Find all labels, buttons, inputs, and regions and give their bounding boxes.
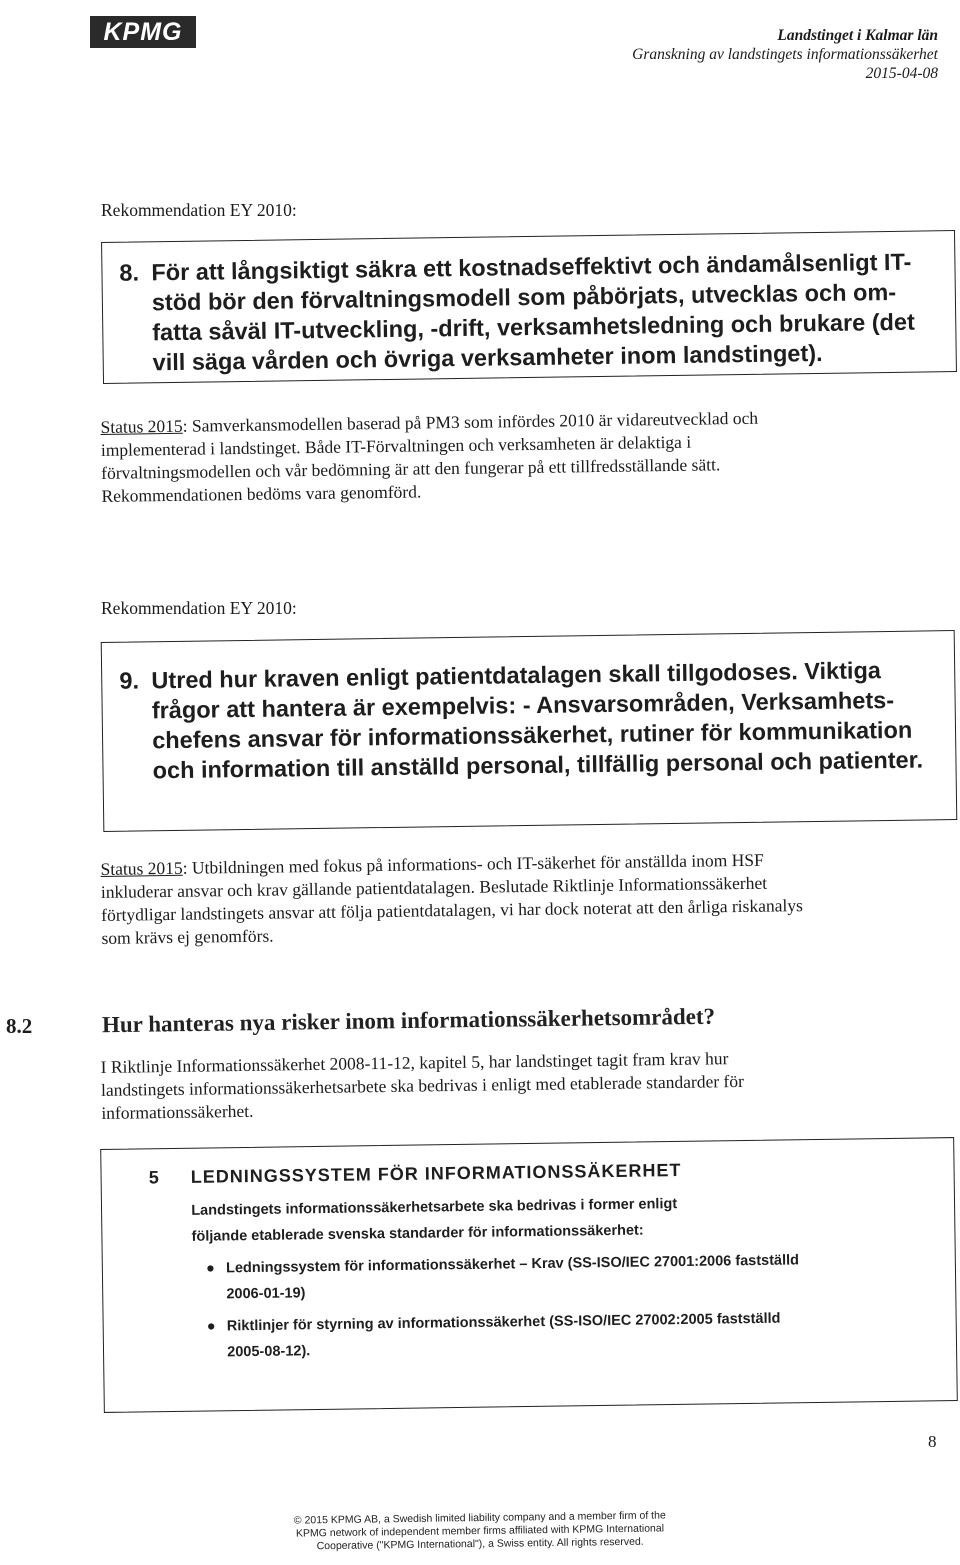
header-date: 2015-04-08: [865, 65, 938, 82]
rec8-number: 8.: [119, 259, 140, 286]
excerpt-intro-line: Landstingets informationssäkerhetsarbete ska bedrivas i former enligt: [191, 1196, 678, 1219]
bullet-line: 2005-08-12).: [227, 1343, 311, 1361]
rec8-status-label: Status 2015: [100, 415, 183, 437]
rec8-line: stöd bör den förvaltningsmodell som påbörjats, utvecklas och om-: [151, 278, 897, 316]
rec9-line: chefens ansvar för informationssäkerhet, rutiner för kommunikation: [152, 716, 913, 754]
page-number: 8: [928, 1432, 937, 1451]
section-body: [101, 1044, 954, 1125]
rec9-status: [100, 846, 953, 950]
bullet-line: Ledningssystem för informationssäkerhet – Krav (SS-ISO/IEC 27001:2006 fastställd: [225, 1252, 800, 1277]
excerpt-bullet: [151, 1304, 932, 1367]
section-title: Hur hanteras nya risker inom informationssäkerhetsområdet?: [101, 1003, 716, 1038]
bullet-line: Riktlinjer för styrning av informationssäkerhet (SS-ISO/IEC 27002:2005 fastställd: [226, 1310, 781, 1335]
rec8-line: För att långsiktigt säkra ett kostnadseffektivt och ändamålsenligt IT-: [151, 248, 912, 286]
rec9-line: frågor att hantera är exempelvis: - Ansvarsområden, Verksamhets-: [151, 686, 895, 724]
footer-line: KPMG network of independent member firms affiliated with KPMG International: [295, 1522, 665, 1540]
section-number: 8.2: [6, 1014, 33, 1038]
excerpt-title-text: LEDNINGSSYSTEM FÖR INFORMATIONSSÄKERHET: [190, 1160, 682, 1187]
rec9-line: och information till anställd personal, tillfällig personal och patienter.: [152, 746, 924, 784]
rec9-status-line: som krävs ej genomförs.: [101, 925, 274, 948]
rec8-status-line: förvaltningsmodellen och vår bedömning är att den fungerar på ett tillfredsställande sätt.: [101, 454, 721, 483]
section-body-line: landstingets informationssäkerhetsarbete ska bedrivas i enligt med etablerade standarder för: [100, 1070, 745, 1100]
section-body-line: informationssäkerhet.: [101, 1100, 254, 1123]
rec9-status-label: Status 2015: [100, 857, 183, 879]
rec8-text: [119, 246, 951, 378]
rec8-status-line: implementerad i landstinget. Både IT-Förvaltningen och verksamheten är delaktiga i: [100, 431, 692, 460]
rec8-line: vill säga vården och övriga verksamheter inom landstinget).: [152, 339, 823, 376]
bullet-line: 2006-01-19): [226, 1285, 306, 1303]
rec9-status-line: inkluderar ansvar och krav gällande patientdatalagen. Beslutade Riktlinje Informationssäkerhet: [100, 872, 768, 902]
rec8-status-line: : Samverkansmodellen baserad på PM3 som infördes 2010 är vidareutvecklad och: [182, 407, 759, 436]
header-subject: Granskning av landstingets informationssäkerhet: [632, 46, 938, 63]
header-org: Landstinget i Kalmar län: [777, 27, 938, 44]
bullet-dot-icon: ●: [205, 1260, 215, 1277]
bullet-dot-icon: ●: [206, 1318, 216, 1335]
footer-line: Cooperative ("KPMG International"), a Swiss entity. All rights reserved.: [316, 1535, 644, 1553]
excerpt-intro-line: följande etablerade svenska standarder för informationssäkerhet:: [191, 1222, 644, 1245]
kpmg-logo: KPMG: [90, 16, 196, 48]
page-header: [632, 26, 938, 83]
excerpt-bullet: [150, 1246, 931, 1309]
rec8-status: [100, 404, 953, 508]
rec9-number: 9.: [119, 667, 140, 694]
rec9-label: Rekommendation EY 2010:: [101, 598, 297, 618]
rec9-line: Utred hur kraven enligt patientdatalagen skall tillgodoses. Viktiga: [151, 657, 882, 694]
rec9-text: [119, 654, 951, 786]
excerpt-content: [149, 1157, 932, 1367]
section-body-line: I Riktlinje Informationssäkerhet 2008-11-12, kapitel 5, har landstinget tagit fram krav hur: [100, 1048, 729, 1077]
rec8-status-line: Rekommendationen bedöms vara genomförd.: [101, 481, 422, 506]
footer-line: © 2015 KPMG AB, a Swedish limited liability company and a member firm of the: [293, 1509, 666, 1527]
rec9-status-line: : Utbildningen med fokus på informations- och IT-säkerhet för anställda inom HSF: [182, 849, 764, 878]
excerpt-number: 5: [148, 1167, 160, 1188]
rec8-line: fatta såväl IT-utveckling, -drift, verksamhetsledning och brukare (det: [152, 308, 916, 346]
rec8-label: Rekommendation EY 2010:: [101, 200, 297, 220]
footer: [0, 1505, 960, 1557]
rec9-status-line: förtydligar landstingets ansvar att följa patientdatalagen, vi har dock noterat att den årliga riskanalys: [101, 895, 803, 925]
